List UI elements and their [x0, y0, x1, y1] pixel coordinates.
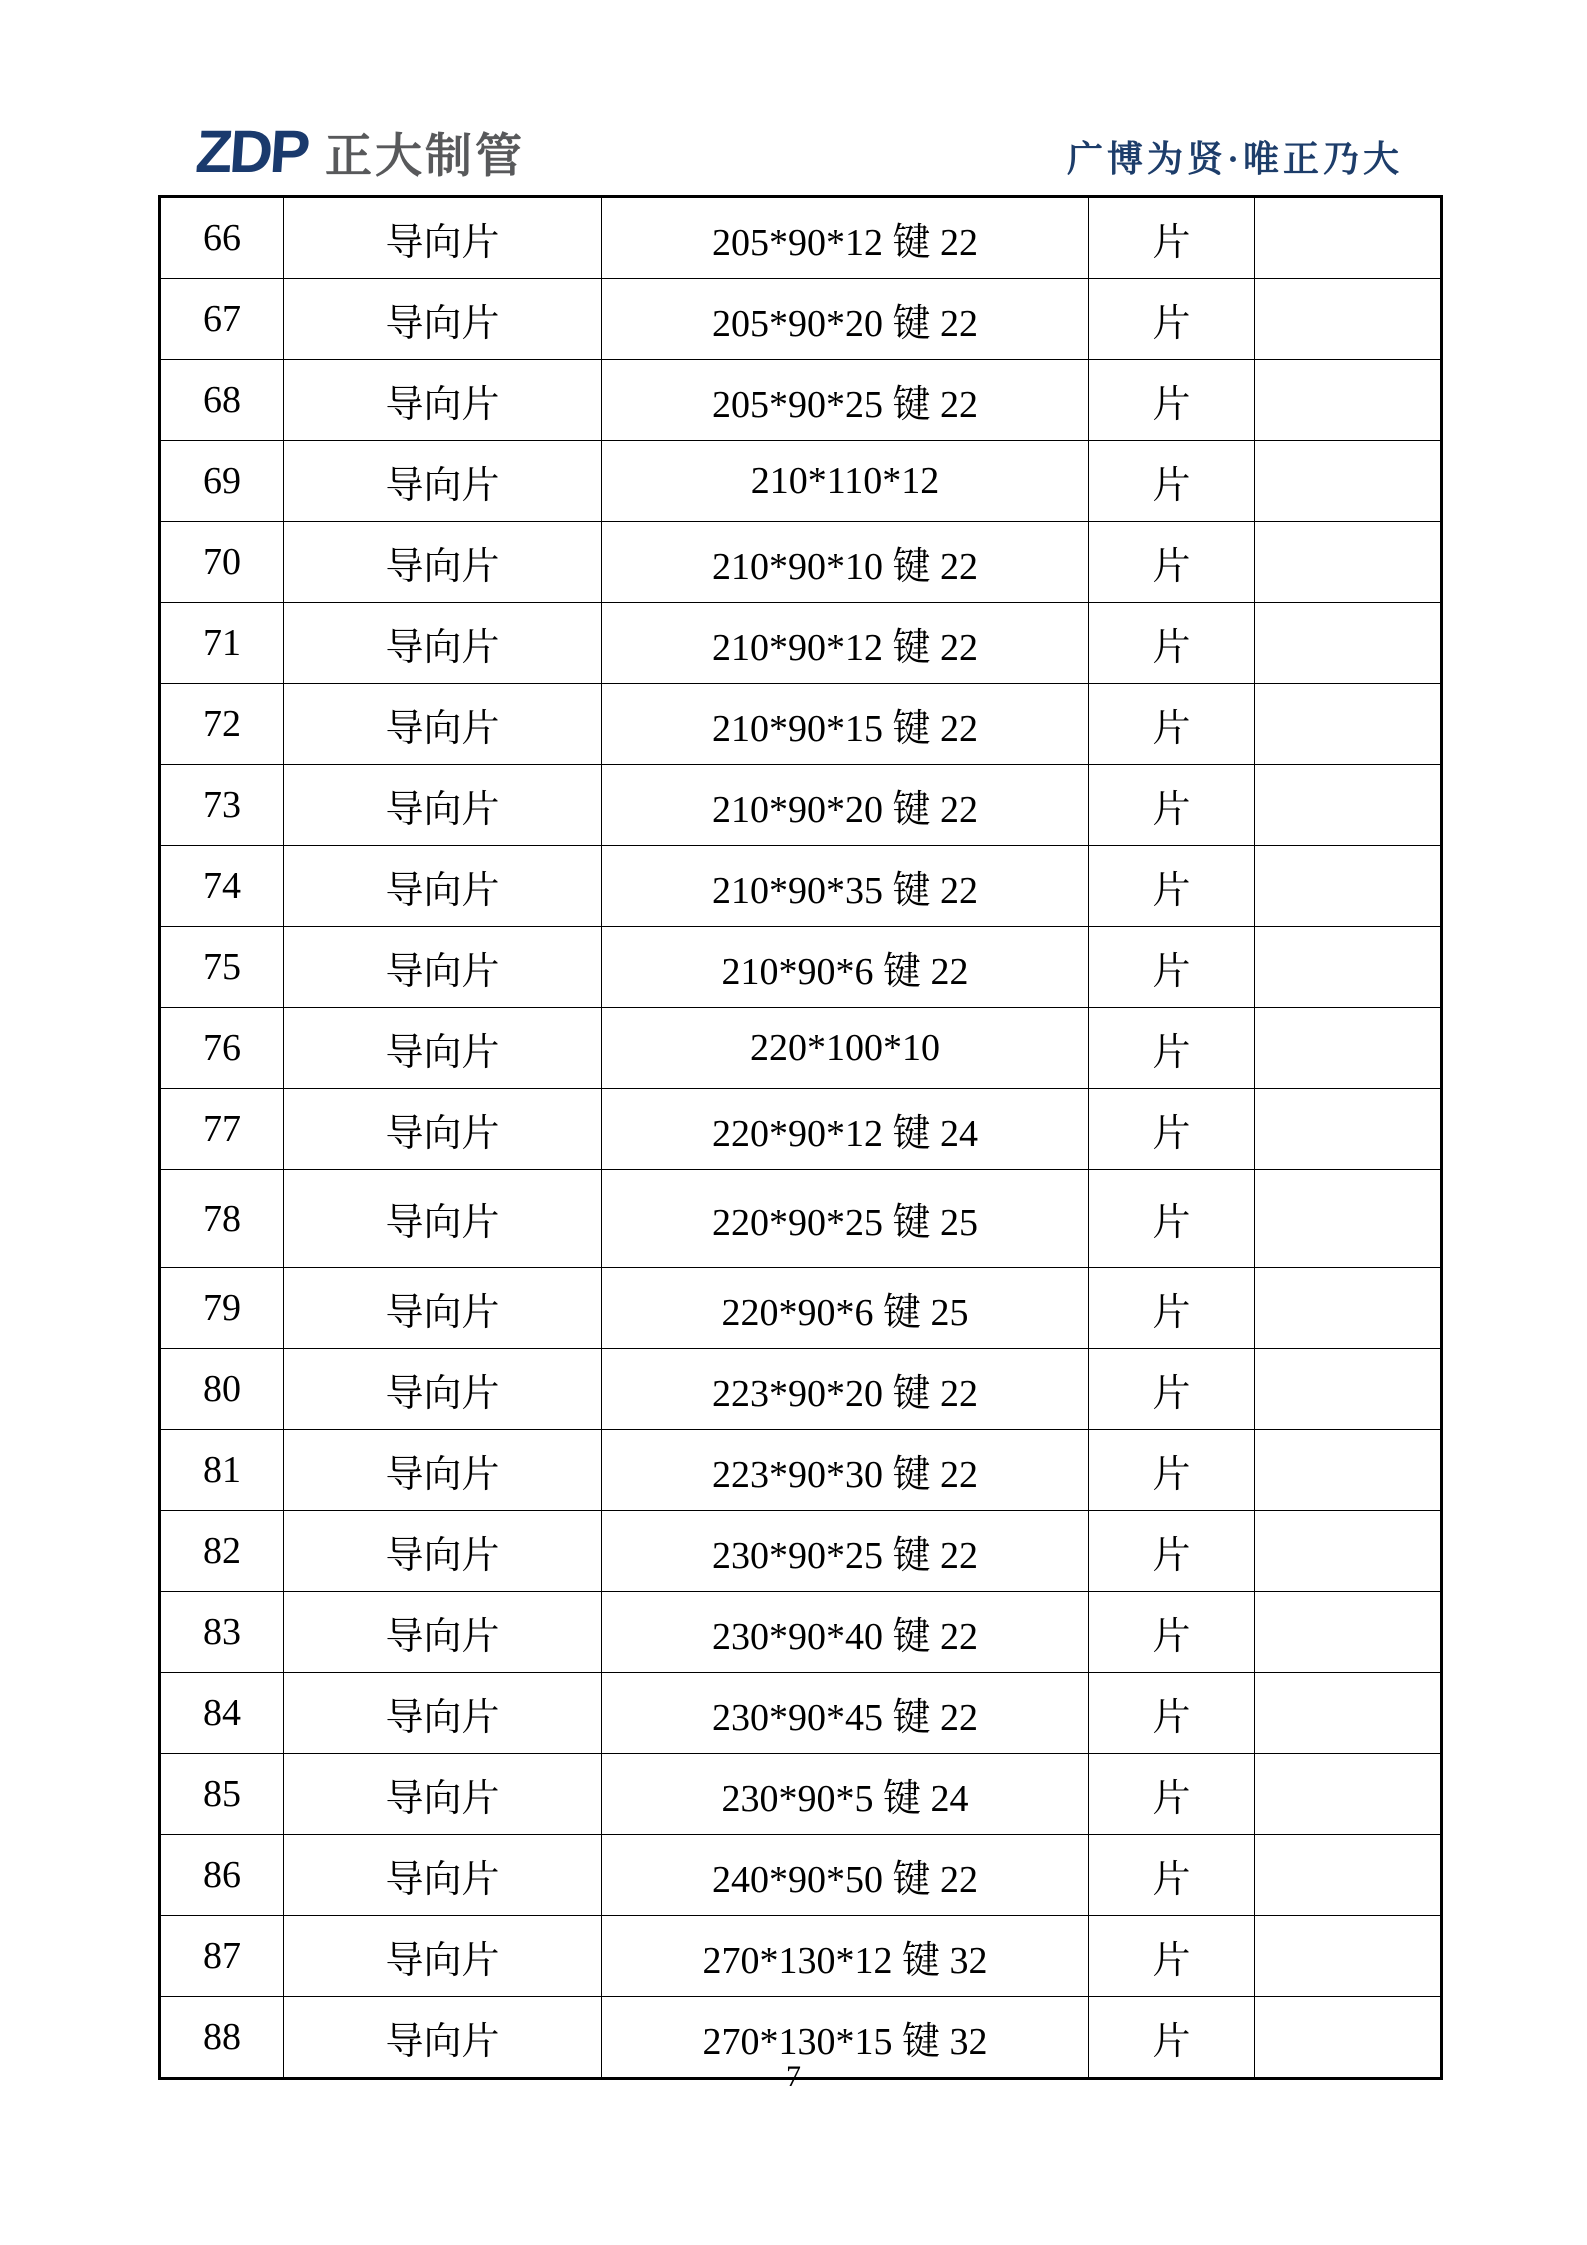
item-name-cell: 导向片	[284, 603, 602, 684]
row-number-cell: 74	[160, 846, 284, 927]
table-row	[160, 1170, 1442, 1268]
spec-cell: 210*110*12	[602, 441, 1089, 522]
row-number-cell: 86	[160, 1835, 284, 1916]
spec-cell: 230*90*5 键 24	[602, 1754, 1089, 1835]
table-row	[160, 197, 1442, 279]
unit-cell: 片	[1089, 765, 1255, 846]
item-name-cell: 导向片	[284, 1268, 602, 1349]
unit-cell: 片	[1089, 1754, 1255, 1835]
spec-cell: 220*90*25 键 25	[602, 1170, 1089, 1268]
spec-cell: 270*130*15 键 32	[602, 1997, 1089, 2079]
unit-cell: 片	[1089, 1673, 1255, 1754]
parts-spec-table	[158, 195, 1443, 2080]
note-cell	[1255, 1008, 1442, 1089]
spec-cell: 220*90*6 键 25	[602, 1268, 1089, 1349]
row-number-cell: 73	[160, 765, 284, 846]
item-name-cell: 导向片	[284, 1511, 602, 1592]
table-row	[160, 846, 1442, 927]
table-row	[160, 441, 1442, 522]
row-number-cell: 79	[160, 1268, 284, 1349]
note-cell	[1255, 846, 1442, 927]
table-row	[160, 279, 1442, 360]
item-name-cell: 导向片	[284, 846, 602, 927]
spec-cell: 230*90*45 键 22	[602, 1673, 1089, 1754]
note-cell	[1255, 765, 1442, 846]
row-number-cell: 87	[160, 1916, 284, 1997]
item-name-cell: 导向片	[284, 1430, 602, 1511]
note-cell	[1255, 1349, 1442, 1430]
note-cell	[1255, 1170, 1442, 1268]
item-name-cell: 导向片	[284, 1170, 602, 1268]
row-number-cell: 67	[160, 279, 284, 360]
table-row	[160, 1754, 1442, 1835]
spec-cell: 240*90*50 键 22	[602, 1835, 1089, 1916]
unit-cell: 片	[1089, 1916, 1255, 1997]
item-name-cell: 导向片	[284, 684, 602, 765]
table-row	[160, 1430, 1442, 1511]
note-cell	[1255, 279, 1442, 360]
unit-cell: 片	[1089, 360, 1255, 441]
row-number-cell: 66	[160, 197, 284, 279]
spec-cell: 223*90*30 键 22	[602, 1430, 1089, 1511]
table-row	[160, 360, 1442, 441]
note-cell	[1255, 603, 1442, 684]
table-row	[160, 522, 1442, 603]
row-number-cell: 68	[160, 360, 284, 441]
unit-cell: 片	[1089, 1349, 1255, 1430]
table-row	[160, 1592, 1442, 1673]
note-cell	[1255, 360, 1442, 441]
logo-zdp-text: ZDP	[193, 118, 310, 185]
note-cell	[1255, 441, 1442, 522]
note-cell	[1255, 1835, 1442, 1916]
item-name-cell: 导向片	[284, 1349, 602, 1430]
note-cell	[1255, 1089, 1442, 1170]
row-number-cell: 82	[160, 1511, 284, 1592]
unit-cell: 片	[1089, 1089, 1255, 1170]
item-name-cell: 导向片	[284, 1008, 602, 1089]
unit-cell: 片	[1089, 1170, 1255, 1268]
note-cell	[1255, 1916, 1442, 1997]
spec-cell: 205*90*12 键 22	[602, 197, 1089, 279]
note-cell	[1255, 1511, 1442, 1592]
item-name-cell: 导向片	[284, 1916, 602, 1997]
table-row	[160, 1349, 1442, 1430]
unit-cell: 片	[1089, 1997, 1255, 2079]
row-number-cell: 84	[160, 1673, 284, 1754]
spec-cell: 210*90*15 键 22	[602, 684, 1089, 765]
table-row	[160, 603, 1442, 684]
spec-cell: 220*100*10	[602, 1008, 1089, 1089]
unit-cell: 片	[1089, 846, 1255, 927]
table-row	[160, 1268, 1442, 1349]
unit-cell: 片	[1089, 1268, 1255, 1349]
spec-cell: 210*90*6 键 22	[602, 927, 1089, 1008]
note-cell	[1255, 522, 1442, 603]
row-number-cell: 70	[160, 522, 284, 603]
unit-cell: 片	[1089, 603, 1255, 684]
item-name-cell: 导向片	[284, 279, 602, 360]
row-number-cell: 77	[160, 1089, 284, 1170]
item-name-cell: 导向片	[284, 522, 602, 603]
unit-cell: 片	[1089, 279, 1255, 360]
company-logo	[193, 118, 525, 186]
row-number-cell: 71	[160, 603, 284, 684]
item-name-cell: 导向片	[284, 1754, 602, 1835]
note-cell	[1255, 1673, 1442, 1754]
logo-company-name: 正大制管	[325, 129, 525, 182]
unit-cell: 片	[1089, 927, 1255, 1008]
spec-cell: 220*90*12 键 24	[602, 1089, 1089, 1170]
row-number-cell: 75	[160, 927, 284, 1008]
note-cell	[1255, 684, 1442, 765]
note-cell	[1255, 927, 1442, 1008]
table-row	[160, 1008, 1442, 1089]
item-name-cell: 导向片	[284, 1592, 602, 1673]
spec-cell: 210*90*10 键 22	[602, 522, 1089, 603]
spec-cell: 223*90*20 键 22	[602, 1349, 1089, 1430]
spec-cell: 205*90*25 键 22	[602, 360, 1089, 441]
unit-cell: 片	[1089, 1511, 1255, 1592]
item-name-cell: 导向片	[284, 197, 602, 279]
unit-cell: 片	[1089, 522, 1255, 603]
table-row	[160, 765, 1442, 846]
item-name-cell: 导向片	[284, 927, 602, 1008]
table-row	[160, 684, 1442, 765]
note-cell	[1255, 1268, 1442, 1349]
table-row	[160, 927, 1442, 1008]
spec-cell: 230*90*25 键 22	[602, 1511, 1089, 1592]
unit-cell: 片	[1089, 1592, 1255, 1673]
note-cell	[1255, 1430, 1442, 1511]
parts-spec-table-body	[160, 197, 1442, 2079]
unit-cell: 片	[1089, 1835, 1255, 1916]
spec-cell: 210*90*20 键 22	[602, 765, 1089, 846]
row-number-cell: 83	[160, 1592, 284, 1673]
spec-cell: 205*90*20 键 22	[602, 279, 1089, 360]
table-row	[160, 1089, 1442, 1170]
company-slogan: 广博为贤·唯正乃大	[1066, 139, 1403, 179]
unit-cell: 片	[1089, 684, 1255, 765]
spec-cell: 270*130*12 键 32	[602, 1916, 1089, 1997]
spec-cell: 230*90*40 键 22	[602, 1592, 1089, 1673]
item-name-cell: 导向片	[284, 765, 602, 846]
spec-cell: 210*90*12 键 22	[602, 603, 1089, 684]
row-number-cell: 85	[160, 1754, 284, 1835]
unit-cell: 片	[1089, 197, 1255, 279]
item-name-cell: 导向片	[284, 1835, 602, 1916]
item-name-cell: 导向片	[284, 441, 602, 522]
item-name-cell: 导向片	[284, 360, 602, 441]
row-number-cell: 76	[160, 1008, 284, 1089]
item-name-cell: 导向片	[284, 1673, 602, 1754]
note-cell	[1255, 1754, 1442, 1835]
unit-cell: 片	[1089, 441, 1255, 522]
row-number-cell: 80	[160, 1349, 284, 1430]
row-number-cell: 72	[160, 684, 284, 765]
table-row	[160, 1916, 1442, 1997]
row-number-cell: 78	[160, 1170, 284, 1268]
table-row	[160, 1511, 1442, 1592]
table-row	[160, 1835, 1442, 1916]
table-row	[160, 1673, 1442, 1754]
row-number-cell: 81	[160, 1430, 284, 1511]
spec-cell: 210*90*35 键 22	[602, 846, 1089, 927]
unit-cell: 片	[1089, 1430, 1255, 1511]
row-number-cell: 69	[160, 441, 284, 522]
item-name-cell: 导向片	[284, 1089, 602, 1170]
note-cell	[1255, 1592, 1442, 1673]
note-cell	[1255, 197, 1442, 279]
item-name-cell: 导向片	[284, 1997, 602, 2079]
unit-cell: 片	[1089, 1008, 1255, 1089]
row-number-cell: 88	[160, 1997, 284, 2079]
page-number: 7	[786, 2060, 801, 2093]
